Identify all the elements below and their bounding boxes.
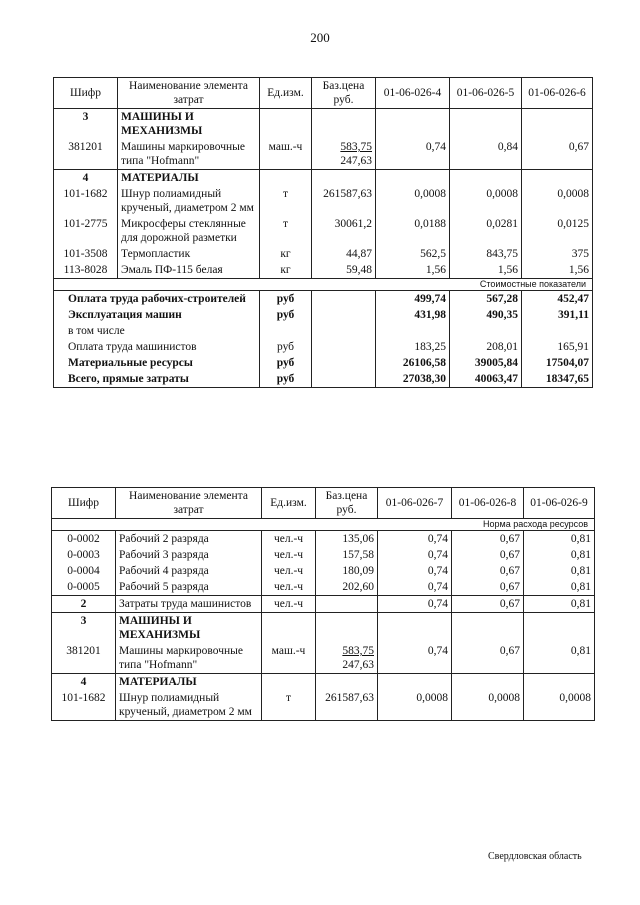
header-col-7: 01-06-026-7 [378,488,452,519]
row-price: 180,09 [316,563,378,579]
totals-value-2: 208,01 [450,339,522,355]
table-row [54,186,593,216]
note-row [52,519,595,531]
row-value-2: 0,67 [452,547,524,563]
header-col-5: 01-06-026-5 [450,78,522,109]
totals-value-1: 499,74 [376,291,450,308]
row-value-1: 1,56 [376,262,450,279]
totals-row [54,307,593,323]
row-price: 44,87 [312,246,376,262]
row-value-3: 0,81 [524,531,595,548]
row-value-3: 375 [522,246,593,262]
table-row [54,246,593,262]
row-name: Машины маркировочные типа "Hofmann" [118,139,260,170]
row-unit: кг [260,262,312,279]
row-value-2: 0,67 [452,579,524,596]
row-value-2: 0,0008 [452,690,524,721]
row-code: 0-0005 [52,579,116,596]
row-value-3: 0,81 [524,596,595,613]
row-name: МАШИНЫ И МЕХАНИЗМЫ [118,109,260,140]
totals-value-1: 27038,30 [376,371,450,388]
row-unit: т [262,690,316,721]
row-value-3: 0,0125 [522,216,593,246]
page-number: 200 [310,30,330,45]
header-price: Баз.цена руб. [316,488,378,519]
row-value-1: 562,5 [376,246,450,262]
row-value-1: 0,74 [378,547,452,563]
totals-unit: руб [260,291,312,308]
row-value-1: 0,74 [376,139,450,170]
row-code: 381201 [54,139,118,170]
row-value-3: 0,81 [524,563,595,579]
totals-value-1: 183,25 [376,339,450,355]
region-footer: Свердловская область [488,851,582,862]
row-code: 4 [54,170,118,187]
row-value-3: 0,81 [524,579,595,596]
totals-value-3: 391,11 [522,307,593,323]
totals-name: Всего, прямые затраты [54,371,260,388]
row-name: Рабочий 3 разряда [116,547,262,563]
table-row [52,579,595,596]
price-main: 583,75 [340,141,372,153]
row-code: 101-1682 [52,690,116,721]
table-header-row [52,488,595,519]
row-value-3: 0,0008 [524,690,595,721]
row-name: Эмаль ПФ-115 белая [118,262,260,279]
row-unit: кг [260,246,312,262]
totals-unit: руб [260,371,312,388]
row-price: 261587,63 [316,690,378,721]
note-row [54,279,593,291]
row-price: 135,06 [316,531,378,548]
totals-unit: руб [260,339,312,355]
totals-name: в том числе [54,323,260,339]
totals-name: Материальные ресурсы [54,355,260,371]
row-value-3: 0,81 [524,643,595,674]
row-code: 113-8028 [54,262,118,279]
table-row [52,596,595,613]
row-name: МАТЕРИАЛЫ [118,170,260,187]
totals-value-2: 40063,47 [450,371,522,388]
totals-unit: руб [260,307,312,323]
table-row [52,643,595,674]
row-name: Рабочий 2 разряда [116,531,262,548]
totals-unit: руб [260,355,312,371]
row-value-3: 1,56 [522,262,593,279]
header-name: Наименование элемента затрат [116,488,262,519]
header-col-8: 01-06-026-8 [452,488,524,519]
row-code: 0-0002 [52,531,116,548]
row-value-2: 0,0281 [450,216,522,246]
row-value-2: 0,84 [450,139,522,170]
row-name: Шнур полиамидный крученый, диаметром 2 мм [116,690,262,721]
row-price [312,139,376,170]
row-name: МАТЕРИАЛЫ [116,674,262,691]
row-price [316,643,378,674]
price-secondary: 247,63 [342,659,374,671]
totals-row [54,291,593,308]
row-code: 3 [54,109,118,140]
row-value-2: 0,67 [452,563,524,579]
header-col-9: 01-06-026-9 [524,488,595,519]
header-unit: Ед.изм. [260,78,312,109]
row-price: 202,60 [316,579,378,596]
table-row [52,563,595,579]
row-code: 101-1682 [54,186,118,216]
row-unit: чел.-ч [262,596,316,613]
row-value-1: 0,0008 [378,690,452,721]
row-name: Затраты труда машинистов [116,596,262,613]
header-price: Баз.цена руб. [312,78,376,109]
row-code: 3 [52,613,116,644]
section-row [54,170,593,187]
row-price: 59,48 [312,262,376,279]
row-code: 101-2775 [54,216,118,246]
totals-value-1: 26106,58 [376,355,450,371]
row-value-2: 1,56 [450,262,522,279]
resource-table-1 [53,77,593,388]
header-col-4: 01-06-026-4 [376,78,450,109]
row-value-1: 0,74 [378,596,452,613]
row-value-1: 0,74 [378,531,452,548]
row-price: 157,58 [316,547,378,563]
row-name: Микросферы стеклянные для дорожной разметки [118,216,260,246]
row-price: 30061,2 [312,216,376,246]
table-row [52,531,595,548]
price-main: 583,75 [342,645,374,657]
header-unit: Ед.изм. [262,488,316,519]
row-value-1: 0,0008 [376,186,450,216]
row-code: 0-0003 [52,547,116,563]
resource-table-2 [51,487,595,721]
totals-value-1: 431,98 [376,307,450,323]
table-row [52,547,595,563]
totals-row [54,355,593,371]
section-row [52,674,595,691]
row-value-3: 0,67 [522,139,593,170]
totals-row [54,371,593,388]
row-name: Шнур полиамидный крученый, диаметром 2 мм [118,186,260,216]
row-code: 2 [52,596,116,613]
row-value-2: 0,67 [452,643,524,674]
note-cost-indicators: Стоимостные показатели [54,279,593,291]
row-value-3: 0,0008 [522,186,593,216]
table-header-row [54,78,593,109]
table-row [54,216,593,246]
row-value-1: 0,74 [378,643,452,674]
totals-row [54,339,593,355]
row-price: 261587,63 [312,186,376,216]
row-unit: чел.-ч [262,579,316,596]
row-name: Термопластик [118,246,260,262]
row-value-1: 0,74 [378,563,452,579]
row-unit: т [260,186,312,216]
totals-value-2: 567,28 [450,291,522,308]
row-value-2: 0,67 [452,531,524,548]
row-unit: чел.-ч [262,547,316,563]
header-col-6: 01-06-026-6 [522,78,593,109]
row-name: Машины маркировочные типа "Hofmann" [116,643,262,674]
row-unit: т [260,216,312,246]
row-code: 4 [52,674,116,691]
row-unit: чел.-ч [262,531,316,548]
row-code: 101-3508 [54,246,118,262]
totals-name: Оплата труда машинистов [54,339,260,355]
row-value-2: 0,0008 [450,186,522,216]
price-secondary: 247,63 [340,155,372,167]
row-value-2: 0,67 [452,596,524,613]
table-row [52,690,595,721]
row-unit: маш.-ч [260,139,312,170]
table-row [54,139,593,170]
row-value-1: 0,74 [378,579,452,596]
header-code: Шифр [52,488,116,519]
totals-row [54,323,593,339]
table-row [54,262,593,279]
header-name: Наименование элемента затрат [118,78,260,109]
row-value-2: 843,75 [450,246,522,262]
totals-name: Оплата труда рабочих-строителей [54,291,260,308]
row-name: Рабочий 4 разряда [116,563,262,579]
totals-value-2: 490,35 [450,307,522,323]
row-unit: чел.-ч [262,563,316,579]
section-row [52,613,595,644]
totals-value-3: 18347,65 [522,371,593,388]
row-code: 0-0004 [52,563,116,579]
row-value-1: 0,0188 [376,216,450,246]
row-value-3: 0,81 [524,547,595,563]
row-name: Рабочий 5 разряда [116,579,262,596]
totals-value-3: 452,47 [522,291,593,308]
totals-value-3: 165,91 [522,339,593,355]
header-code: Шифр [54,78,118,109]
totals-name: Эксплуатация машин [54,307,260,323]
section-row [54,109,593,140]
note-resource-norm: Норма расхода ресурсов [52,519,595,531]
row-code: 381201 [52,643,116,674]
row-name: МАШИНЫ И МЕХАНИЗМЫ [116,613,262,644]
totals-value-2: 39005,84 [450,355,522,371]
totals-value-3: 17504,07 [522,355,593,371]
row-price [316,596,378,613]
row-unit: маш.-ч [262,643,316,674]
